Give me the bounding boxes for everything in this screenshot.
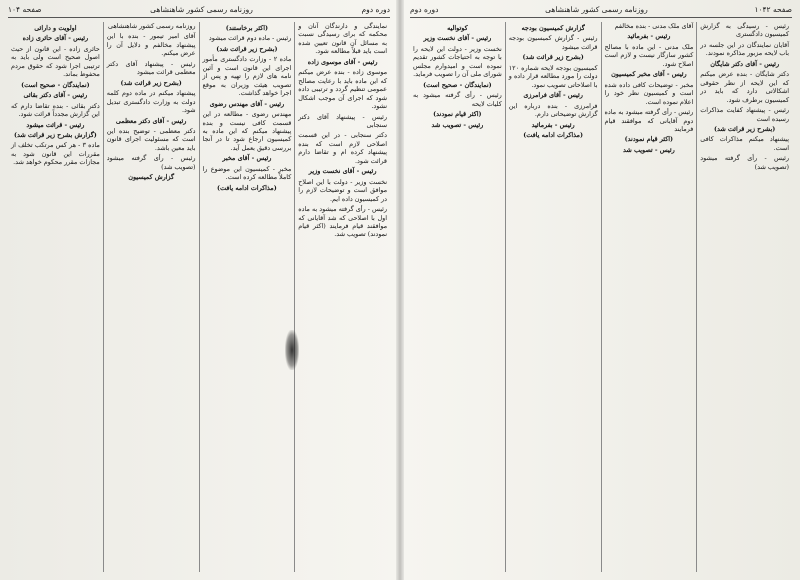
article-paragraph: رئیس - آقای مهندس رضوی (209, 99, 285, 108)
article-paragraph: روزنامه رسمی کشور شاهنشاهی (108, 22, 196, 30)
article-paragraph: گزارش کمیسیون (128, 173, 174, 182)
article-paragraph: رئیس - رأی گرفته میشود به کلیات لایحه (413, 91, 502, 108)
article-paragraph: نخست وزیر - دولت این لایحه را با توجه به احتیاجات کشور تقدیم نموده است و امیدوارم مجلس شورای ملی آن را تصویب فرماید. (413, 44, 502, 79)
article-paragraph: رئیس - پیشنهاد آقای دکتر سنجابی (298, 112, 387, 129)
article-paragraph: رئیس - آقای حائری زاده (22, 34, 89, 43)
article-paragraph: رئیس - پیشنهاد آقای دکتر معظمی قرائت میشود (106, 59, 196, 77)
right-page-header (410, 3, 792, 18)
ink-stain (285, 330, 299, 370)
article-paragraph: رئیس - رأی گرفته میشود به ماده اول با اصلاحی که شد آقایانی که موافقند قیام فرمایند (اکثر قیام نمودند) تصویب شد. (298, 205, 387, 239)
left-header-journal: روزنامه رسمی کشور شاهنشاهی (150, 5, 253, 14)
article-paragraph: (گزارش بشرح زیر قرائت شد) (13, 130, 97, 139)
article-paragraph: مخبر - توضیحات کافی داده شده است و کمیسیون نظر خود را اعلام نموده است. (604, 80, 694, 106)
article-paragraph: رئیس - آقای دکتر بقائی (23, 91, 88, 100)
article-paragraph: رئیس - گزارش کمیسیون بودجه قرائت میشود (508, 34, 598, 51)
left-header-page-number: صفحه ۱۰۴ (8, 5, 42, 14)
article-paragraph: موسوی زاده - بنده عرض میکنم که این ماده باید با رعایت مصالح عمومی تنظیم گردد و ترتیبی داده شود که اجرای آن موجب اشکال نشود. (298, 68, 387, 111)
article-paragraph: رئیس - پیشنهاد کفایت مذاکرات رسیده است (700, 106, 789, 123)
article-paragraph: آقای ملک مدنی - بنده مخالفم (614, 22, 694, 30)
article-paragraph: رئیس - رأی گرفته میشود (تصویب شد) (700, 154, 789, 171)
left-page-header (8, 3, 390, 18)
article-paragraph: رئیس - آقای دکتر معظمی (115, 116, 187, 125)
article-paragraph: ماده ۲ - وزارت دادگستری مأمور اجرای این قانون است و آئین نامه های لازم را تهیه و پس از تصویب هیئت وزیران به موقع اجرا خواهد گذاشت. (202, 55, 292, 98)
article-paragraph: ملک مدنی - این ماده با مصالح کشور سازگار نیست و لازم است اصلاح شود. (604, 42, 694, 68)
article-paragraph: رئیس - آقای مخبر (222, 154, 272, 163)
article-paragraph: رئیس - رأی گرفته میشود (تصویب شد) (106, 154, 196, 171)
article-paragraph: کوتوالیه (447, 24, 468, 32)
right-page-columns (410, 22, 792, 572)
right-header-page-number: صفحه ۱۰۴۲ (754, 5, 792, 14)
article-paragraph: کمیسیون بودجه لایحه شماره ۱۲۰ دولت را مورد مطالعه قرار داده و با اصلاحاتی تصویب نمود. (508, 63, 598, 89)
article-paragraph: ماده ۳ - هر کس مرتکب تخلف از مقررات این قانون شود به مجازات مقرر محکوم خواهد شد. (11, 141, 100, 167)
article-paragraph: اولویت و دارائی (34, 24, 77, 32)
article-paragraph: (بشرح زیر قرائت شد) (522, 53, 584, 62)
article-paragraph: رئیس - رسیدگی به گزارش کمیسیون دادگستری (700, 22, 789, 39)
article-paragraph: (بشرح زیر قرائت شد) (216, 44, 278, 53)
article-paragraph: رئیس - آقای نخست وزیر (423, 34, 492, 43)
right-column-3 (506, 22, 602, 572)
article-paragraph: نمایندگی و دارندگان آنان و محکمه که برای رسیدگی نسبت به مسائل آن قانون تعیین شده است باید قبلاً مطالعه شود. (298, 22, 387, 56)
article-paragraph: پیشنهاد میکنم در ماده دوم کلمه دولت به وزارت دادگستری تبدیل شود. (106, 89, 196, 115)
article-paragraph: (اکثر قیام نمودند) (624, 135, 674, 144)
article-paragraph: رئیس - آقای نخست وزیر (308, 167, 377, 176)
article-paragraph: (اکثر قیام نمودند) (433, 110, 482, 119)
article-paragraph: دکتر معظمی - توضیح بنده این است که مسئولیت اجرای قانون باید معین باشد. (106, 126, 196, 152)
left-column-1 (295, 22, 390, 572)
article-paragraph: (مذاکرات ادامه یافت) (523, 130, 583, 139)
article-paragraph: رئیس - قرائت میشود (26, 120, 85, 129)
article-paragraph: نخست وزیر - دولت با این اصلاح موافق است و توضیحات لازم را در کمیسیون داده ایم. (298, 177, 387, 203)
article-paragraph: آقایان نمایندگان در این جلسه در باب لایحه مزبور مذاکره نمودند. (700, 40, 789, 58)
article-paragraph: پیشنهاد میکنم مذاکرات کافی است. (700, 135, 789, 152)
article-paragraph: رئیس - بفرمائید (531, 120, 575, 129)
right-header-session: دوره دوم (410, 5, 439, 14)
article-paragraph: (نمایندگان - صحیح است) (423, 80, 492, 89)
page-fold (396, 0, 404, 580)
article-paragraph: فرامرزی - بنده درباره این گزارش توضیحاتی دارم. (508, 101, 598, 119)
article-paragraph: رئیس - آقای موسوی زاده (307, 57, 378, 66)
left-header-session: دوره دوم (361, 5, 390, 14)
right-column-1 (697, 22, 792, 572)
right-column-2 (602, 22, 698, 572)
article-paragraph: (نمایندگان - صحیح است) (21, 80, 90, 89)
right-header-journal: روزنامه رسمی کشور شاهنشاهی (545, 5, 648, 14)
article-paragraph: آقای امیر تیمور - بنده با این پیشنهاد مخالفم و دلایل آن را عرض میکنم. (106, 32, 196, 58)
article-paragraph: گزارش کمیسیون بودجه (521, 24, 585, 32)
left-page-columns (8, 22, 390, 572)
article-paragraph: رئیس - تصویب شد (623, 145, 675, 154)
article-paragraph: مخبر - کمیسیون این موضوع را کاملاً مطالعه کرده است. (202, 164, 292, 182)
article-paragraph: مهندس رضوی - مطالعه در این قسمت کافی نیست و بنده پیشنهاد میکنم که این ماده به کمیسیون ارجاع شود تا در آنجا بررسی دقیق بعمل آید. (202, 110, 292, 152)
article-paragraph: رئیس - بفرمائید (627, 32, 671, 41)
left-column-3 (104, 22, 200, 572)
right-column-4 (410, 22, 506, 572)
left-column-4 (8, 22, 104, 572)
article-paragraph: دکتر بقائی - بنده تقاضا دارم که این گزارش مجدداً قرائت شود. (11, 101, 100, 119)
article-paragraph: رئیس - آقای مخبر کمیسیون (611, 70, 687, 79)
article-paragraph: رئیس - ماده دوم قرائت میشود (208, 34, 292, 43)
article-paragraph: رئیس - تصویب شد (431, 120, 484, 129)
article-paragraph: دکتر شایگان - بنده عرض میکنم که این لایحه از نظر حقوقی اشکالاتی دارد که باید در کمیسیون برطرف شود. (700, 70, 789, 104)
article-paragraph: رئیس - آقای فرامرزی (523, 91, 583, 100)
article-paragraph: (مذاکرات ادامه یافت) (217, 183, 277, 192)
left-column-2 (200, 22, 296, 572)
article-paragraph: دکتر سنجابی - در این قسمت اصلاحی لازم است که بنده پیشنهاد کرده ام و تقاضا دارم قرائت شود. (298, 131, 387, 165)
article-paragraph: (بشرح زیر قرائت شد) (120, 78, 182, 87)
article-paragraph: رئیس - آقای دکتر شایگان (710, 59, 780, 68)
article-paragraph: (بشرح زیر قرائت شد) (713, 124, 776, 133)
article-paragraph: حائری زاده - این قانون از حیث اصول صحیح است ولی باید به ترتیبی اجرا شود که حقوق مردم محفوظ بماند. (11, 44, 100, 79)
article-paragraph: (اکثر برخاستند) (225, 24, 269, 32)
article-paragraph: رئیس - رأی گرفته میشود به ماده دوم آقایانی که موافقند قیام فرمایند (604, 108, 694, 133)
